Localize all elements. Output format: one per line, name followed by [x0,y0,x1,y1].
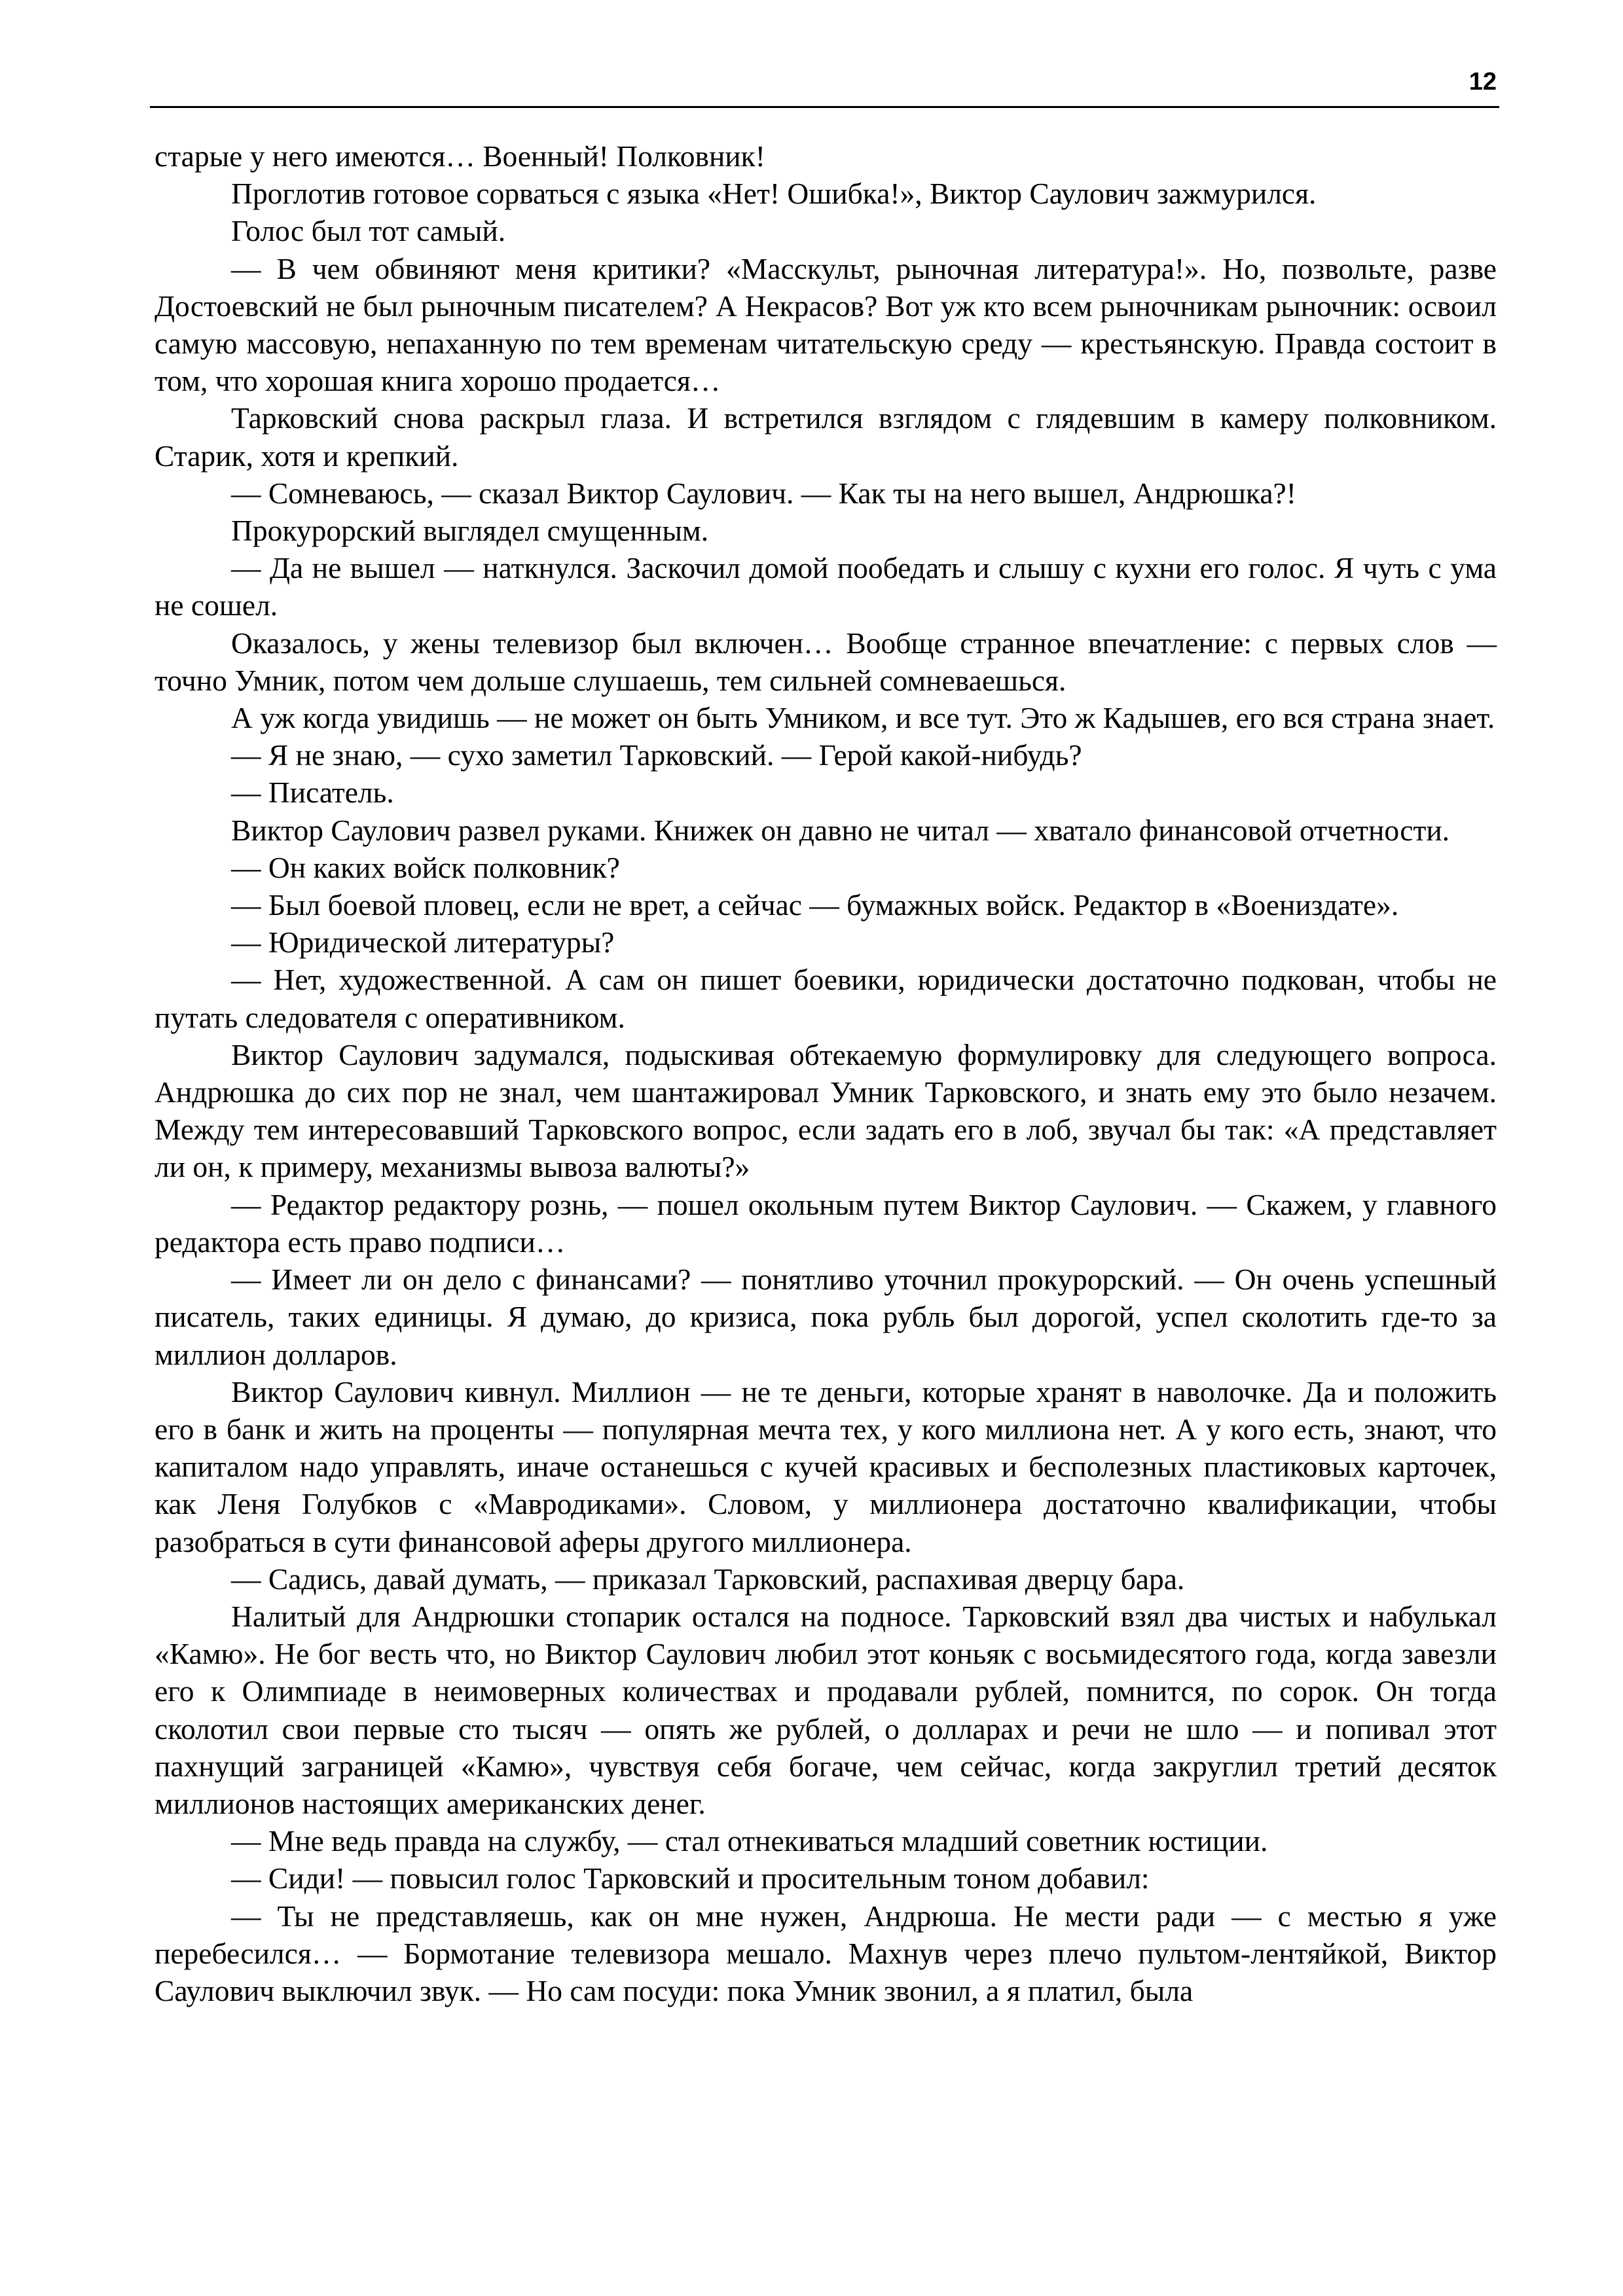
paragraph: Налитый для Андрюшки стопарик остался на подносе. Тарковский взял два чистых и набулькал «Камю». Не бог весть что, но Виктор Саулович любил этот коньяк с восьмидесятого года, когда завезли его к Олимпиаде в неимоверных количествах и продавали рублей, помнится, по сорок. Он тогда сколотил свои первые сто тысяч — опять же рублей, о долларах и речи не шло — и попивал этот пахнущий заграницей «Камю», чувствуя себя богаче, чем сейчас, когда закруглил третий десяток миллионов настоящих американских денег. [155,1599,1497,1820]
paragraph: Проглотив готовое сорваться с языка «Нет! Ошибка!», Виктор Саулович зажмурился. [231,177,1317,211]
paragraph: — Садись, давай думать, — приказал Тарковский, распахивая дверцу бара. [231,1562,1185,1596]
paragraph: — Писатель. [231,776,394,810]
paragraph: Тарковский снова раскрыл глаза. И встретился взглядом с глядевшим в камеру полковником. Старик, хотя и крепкий. [155,401,1497,473]
paragraph: — Я не знаю, — сухо заметил Тарковский. — Герой какой-нибудь? [231,738,1082,772]
paragraph: Оказалось, у жены телевизор был включен… Вообще странное впечатление: с первых слов — точно Умник, потом чем дольше слушаешь, тем сильней сомневаешься. [155,626,1497,697]
paragraph: — Да не вышел — наткнулся. Заскочил домой пообедать и слышу с кухни его голос. Я чуть с ума не сошел. [155,551,1497,622]
paragraph: — Сомневаюсь, — сказал Виктор Саулович. — Как ты на него вышел, Андрюшка?! [231,476,1296,510]
paragraph: — Нет, художественной. А сам он пишет боевики, юридически достаточно подкован, чтобы не путать следователя с оперативником. [155,963,1497,1034]
paragraph: — Имеет ли он дело с финансами? — понятливо уточнил прокурорский. — Он очень успешный писатель, таких единицы. Я думаю, до кризиса, пока рубль был дорогой, успел сколотить где-то за миллион долларов. [155,1263,1497,1371]
paragraph: Виктор Саулович задумался, подыскивая обтекаемую формулировку для следующего вопроса. Андрюшка до сих пор не знал, чем шантажировал Умник Тарковского, и знать ему это было незачем. Между тем интересовавший Тарковского вопрос, если задать его в лоб, звучал бы так: «А представляет ли он, к примеру, механизмы вывоза валюты?» [155,1037,1497,1184]
body-text [155,137,1497,2009]
paragraph: Виктор Саулович развел руками. Книжек он давно не читал — хватало финансовой отчетности. [231,813,1450,847]
paragraph: — Сиди! — повысил голос Тарковский и просительным тоном добавил: [231,1861,1150,1895]
header-rule [150,106,1499,108]
paragraph: Прокурорский выглядел смущенным. [231,514,709,548]
paragraph: — Он каких войск полковник? [231,850,620,884]
paragraph: старые у него имеются… Военный! Полковник! [155,139,765,173]
paragraph: Голос был тот самый. [231,214,506,248]
paragraph: А уж когда увидишь — не может он быть Умником, и все тут. Это ж Кадышев, его вся страна знает. [231,701,1495,735]
paragraph: — Юридической литературы? [231,925,615,960]
paragraph: Виктор Саулович кивнул. Миллион — не те деньги, которые хранят в наволочке. Да и положить его в банк и жить на проценты — популярная мечта тех, у кого миллиона нет. А у кого есть, знают, что капиталом надо управлять, иначе останешься с кучей красивых и бесполезных пластиковых карточек, как Леня Голубков с «Мавродиками». Словом, у миллионера достаточно квалификации, чтобы разобраться в сути финансовой аферы другого миллионера. [155,1374,1497,1558]
page-number: 12 [1468,68,1497,96]
paragraph: — Ты не представляешь, как он мне нужен, Андрюша. Не мести ради — с местью я уже перебесился… — Бормотание телевизора мешало. Махнув через плечо пультом-лентяйкой, Виктор Саулович выключил звук. — Но сам посуди: пока Умник звонил, а я платил, была [155,1899,1497,2007]
paragraph: — Был боевой пловец, если не врет, а сейчас — бумажных войск. Редактор в «Воениздате». [231,888,1399,922]
paragraph: — Редактор редактору рознь, — пошел окольным путем Виктор Саулович. — Скажем, у главного редактора есть право подписи… [155,1187,1497,1259]
paragraph: — Мне ведь правда на службу, — стал отнекиваться младший советник юстиции. [231,1824,1268,1858]
paragraph: — В чем обвиняют меня критики? «Масскульт, рыночная литература!». Но, позвольте, разве Достоевский не был рыночным писателем? А Некрасов? Вот уж кто всем рыночникам рыночник: освоил самую массовую, непаханную по тем временам читательскую среду — крестьянскую. Правда состоит в том, что хорошая книга хорошо продается… [155,251,1497,398]
